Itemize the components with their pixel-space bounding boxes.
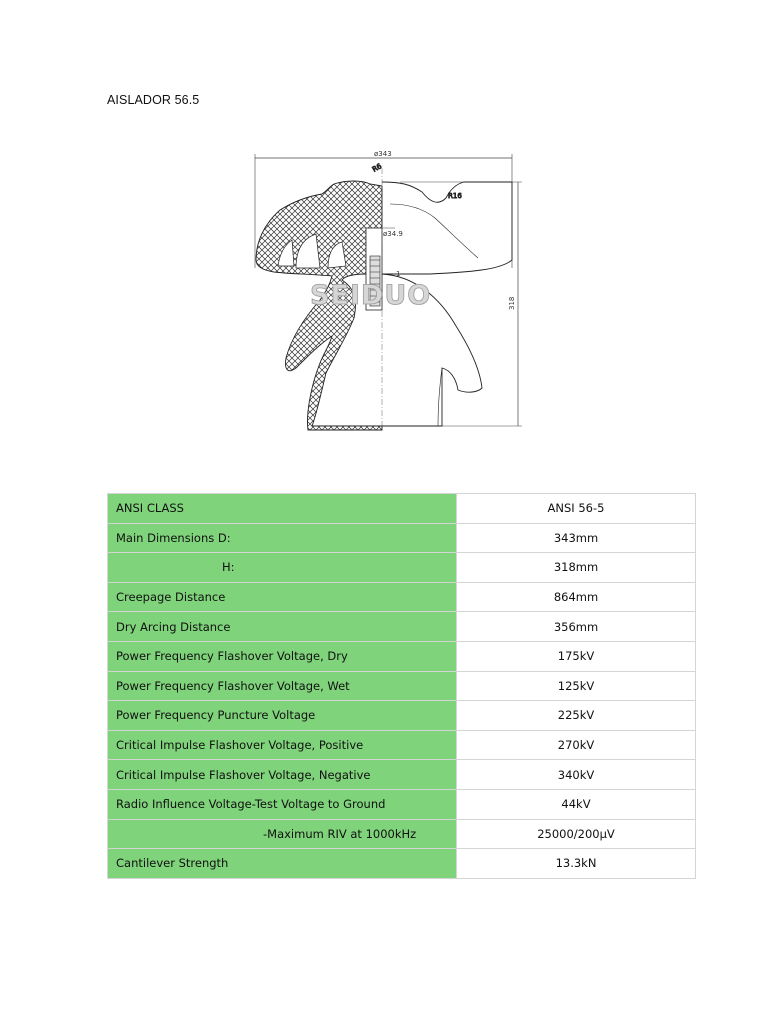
spec-value: 340kV xyxy=(457,760,696,790)
spec-value: 225kV xyxy=(457,701,696,731)
spec-value: 864mm xyxy=(457,582,696,612)
spec-value: 175kV xyxy=(457,641,696,671)
spec-label: Main Dimensions D: xyxy=(108,523,457,553)
table-row xyxy=(108,494,696,524)
spec-label: Power Frequency Flashover Voltage, Dry xyxy=(108,641,457,671)
spec-value: 44kV xyxy=(457,789,696,819)
spec-label: -Maximum RIV at 1000kHz xyxy=(108,819,457,849)
table-row xyxy=(108,849,696,879)
dim-pin-diameter-label: ø34.9 xyxy=(383,230,403,238)
dim-height-label: 318 xyxy=(508,296,516,310)
dim-thread-label: 1 xyxy=(396,270,401,278)
table-row xyxy=(108,730,696,760)
watermark-text: SEIDUO xyxy=(310,280,432,311)
document-title: AISLADOR 56.5 xyxy=(107,93,200,107)
insulator-drawing xyxy=(250,148,525,433)
spec-value: 13.3kN xyxy=(457,849,696,879)
spec-value: 125kV xyxy=(457,671,696,701)
table-row xyxy=(108,819,696,849)
dim-radius-side-label: R16 xyxy=(448,192,462,200)
spec-label: ANSI CLASS xyxy=(108,494,457,524)
specification-table xyxy=(107,493,696,879)
spec-label: Power Frequency Puncture Voltage xyxy=(108,701,457,731)
spec-label: Critical Impulse Flashover Voltage, Positive xyxy=(108,730,457,760)
table-row xyxy=(108,760,696,790)
spec-value: 270kV xyxy=(457,730,696,760)
table-row xyxy=(108,701,696,731)
spec-value: 343mm xyxy=(457,523,696,553)
spec-label: H: xyxy=(108,553,457,583)
table-row xyxy=(108,641,696,671)
spec-value: 25000/200μV xyxy=(457,819,696,849)
dim-radius-top-label: R6 xyxy=(371,162,384,174)
spec-label: Creepage Distance xyxy=(108,582,457,612)
table-row xyxy=(108,582,696,612)
spec-label: Dry Arcing Distance xyxy=(108,612,457,642)
spec-label: Cantilever Strength xyxy=(108,849,457,879)
table-row xyxy=(108,671,696,701)
spec-value: ANSI 56-5 xyxy=(457,494,696,524)
dim-diameter-label: ø343 xyxy=(374,150,392,158)
table-row xyxy=(108,612,696,642)
spec-value: 356mm xyxy=(457,612,696,642)
table-row xyxy=(108,523,696,553)
spec-label: Critical Impulse Flashover Voltage, Negative xyxy=(108,760,457,790)
table-row xyxy=(108,789,696,819)
table-row xyxy=(108,553,696,583)
spec-label: Power Frequency Flashover Voltage, Wet xyxy=(108,671,457,701)
spec-value: 318mm xyxy=(457,553,696,583)
spec-label: Radio Influence Voltage-Test Voltage to Ground xyxy=(108,789,457,819)
